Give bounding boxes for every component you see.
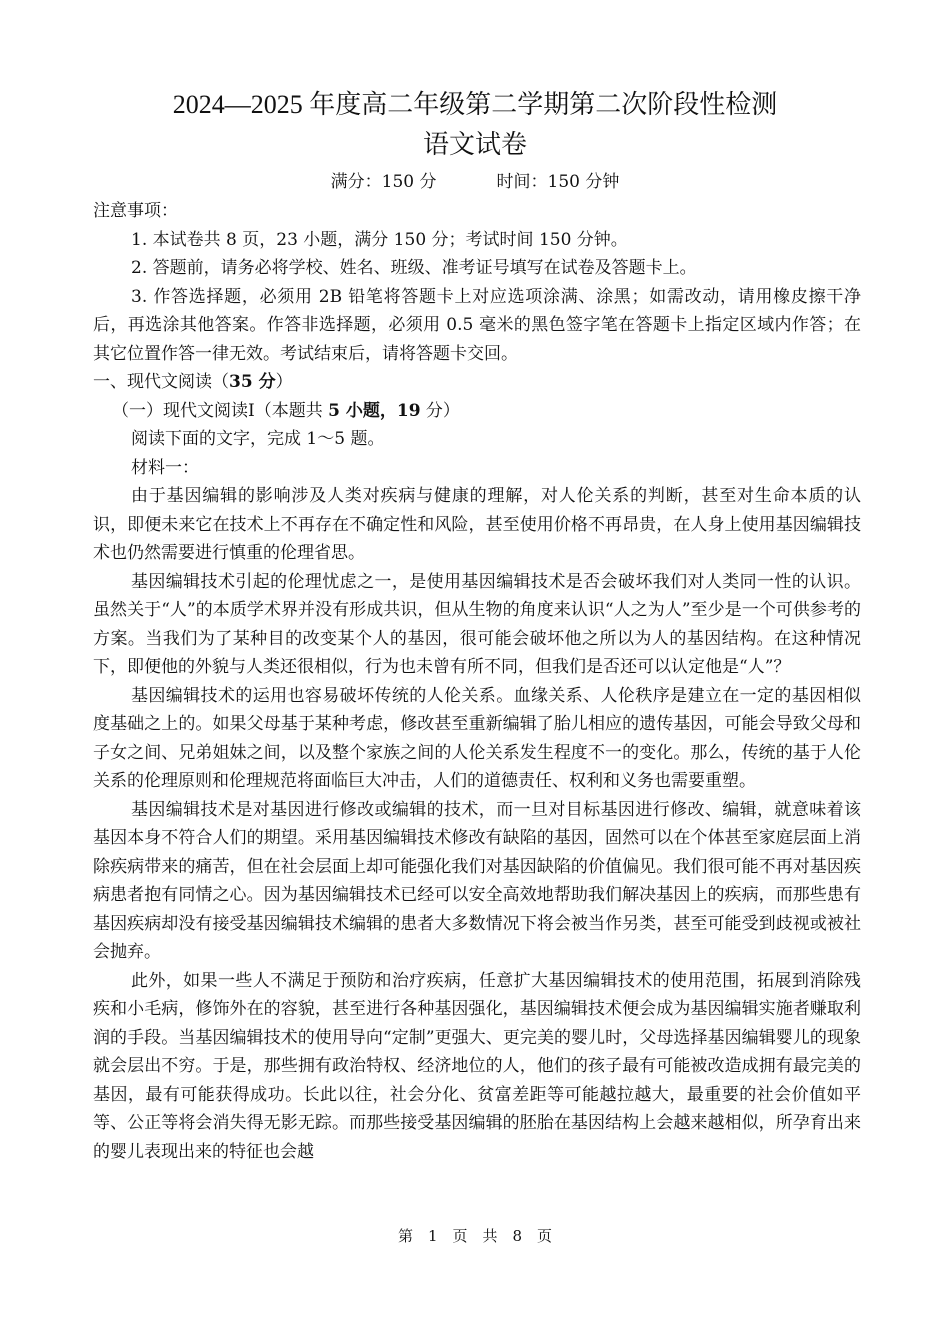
page-number: 第 1 页 共 8 页 xyxy=(397,1227,553,1245)
notice-item-1: 1. 本试卷共 8 页，23 小题，满分 150 分；考试时间 150 分钟。 xyxy=(131,229,628,250)
paragraph-3: 基因编辑技术的运用也容易破坏传统的人伦关系。血缘关系、人伦秩序是建立在一定的基因相似度基础之上的。如果父母基于某种考虑，修改甚至重新编辑了胎儿相应的遗传基因，可能会导致父母和子女之间、兄弟姐妹之间，以及整个家族之间的人伦关系发生程度不一的变化。那么，传统的基于人伦关系的伦理原则和伦理规范将面临巨大冲击，人们的道德责任、权利和义务也需要重塑。 xyxy=(93,685,861,791)
subsection-label: （一）现代文阅读Ⅰ（本题共 xyxy=(112,400,329,421)
exam-time: 时间：150 分钟 xyxy=(496,172,620,192)
subsection-tail: 分） xyxy=(420,400,460,421)
full-score: 满分：150 分 xyxy=(330,172,437,192)
paragraph-5: 此外，如果一些人不满足于预防和治疗疾病，任意扩大基因编辑技术的使用范围，拓展到消除残疾和小毛病，修饰外在的容貌，甚至进行各种基因强化，基因编辑技术便会成为基因编辑实施者赚取利润的手段。当基因编辑技术的使用导向“定制”更强大、更完美的婴儿时，父母选择基因编辑婴儿的现象就会层出不穷。于是，那些拥有政治特权、经济地位的人，他们的孩子最有可能被改造成拥有最完美的基因，最有可能获得成功。长此以往，社会分化、贫富差距等可能越拉越大，最重要的社会价值如平等、公正等将会消失得无影无踪。而那些接受基因编辑的胚胎在基因结构上会越来越相似，所孕育出来的婴儿表现出来的特征也会越 xyxy=(93,970,861,1162)
score-time-line xyxy=(0,171,950,193)
notice-item-3: 3. 作答选择题，必须用 2B 铅笔将答题卡上对应选项涂满、涂黑；如需改动，请用橡皮擦干净后，再选涂其他答案。作答非选择题，必须用 0.5 毫米的黑色签字笔在答题卡上指定区域内作答；在其它位置作答一律无效。考试结束后，请将答题卡交回。 xyxy=(93,286,861,364)
section-close: ） xyxy=(275,372,293,392)
notice-item-2: 2. 答题前，请务必将学校、姓名、班级、准考证号填写在试卷及答题卡上。 xyxy=(131,258,697,278)
section-score: 35 分 xyxy=(229,372,276,392)
section-heading xyxy=(93,368,861,397)
reading-instruction: 阅读下面的文字，完成 1～5 题。 xyxy=(131,429,385,449)
subsection-heading xyxy=(93,397,861,426)
notice-heading: 注意事项： xyxy=(93,201,178,221)
exam-title: 2024—2025 年度高二年级第二学期第二次阶段性检测 xyxy=(172,90,778,119)
paragraph-1: 由于基因编辑的影响涉及人类对疾病与健康的理解，对人伦关系的判断，甚至对生命本质的认识，即便未来它在技术上不再存在不确定性和风险，甚至使用价格不再昂贵，在人身上使用基因编辑技术也仍然需要进行慎重的伦理省思。 xyxy=(93,486,861,563)
section-label: 一、现代文阅读（ xyxy=(93,372,229,392)
paragraph-2: 基因编辑技术引起的伦理忧虑之一，是使用基因编辑技术是否会破坏我们对人类同一性的认识。虽然关于“人”的本质学术界并没有形成共识，但从生物的角度来认识“人之为人”至少是一个可供参考的方案。当我们为了某种目的改变某个人的基因，很可能会破坏他之所以为人的基因结构。在这种情况下，即便他的外貌与人类还很相似，行为也未曾有所不同，但我们是否还可以认定他是“人”？ xyxy=(93,571,861,677)
material-label: 材料一： xyxy=(131,457,199,478)
exam-content xyxy=(93,197,861,1166)
paragraph-4: 基因编辑技术是对基因进行修改或编辑的技术，而一旦对目标基因进行修改、编辑，就意味着该基因本身不符合人们的期望。采用基因编辑技术修改有缺陷的基因，固然可以在个体甚至家庭层面上消除疾病带来的痛苦，但在社会层面上却可能强化我们对基因缺陷的价值偏见。我们很可能不再对基因疾病患者抱有同情之心。因为基因编辑技术已经可以安全高效地帮助我们解决基因上的疾病，而那些患有基因疾病却没有接受基因编辑技术编辑的患者大多数情况下将会被当作另类，甚至可能受到歧视或被社会抛弃。 xyxy=(93,799,861,962)
subject-title: 语文试卷 xyxy=(422,130,527,159)
subsection-count: 5 小题，19 xyxy=(328,400,421,421)
